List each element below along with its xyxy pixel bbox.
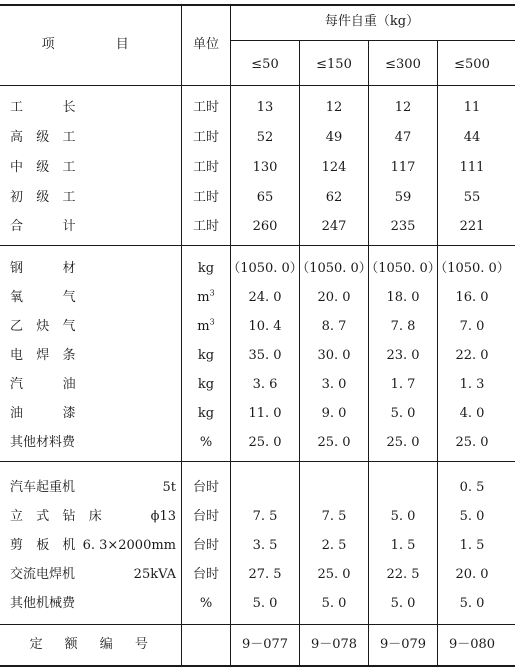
value-cell: 35. 0 [248, 348, 282, 363]
unit-cell: kg [197, 377, 215, 392]
table-bottom-rule [0, 665, 515, 667]
value-cell: 2. 5 [321, 538, 347, 553]
row-label: 油 漆 [10, 406, 81, 421]
unit-cell: % [199, 596, 213, 611]
row-label: 工 长 [10, 100, 81, 115]
column-divider [299, 41, 300, 665]
header-sub-rule [230, 40, 515, 41]
row-label: 交流电焊机 [10, 567, 76, 582]
value-cell: 260 [252, 219, 278, 234]
value-cell: （1050. 0） [434, 261, 510, 276]
value-cell: 7. 5 [252, 509, 278, 524]
header-weight-col: ≤50 [251, 57, 279, 72]
row-label: 氧 气 [10, 290, 81, 305]
value-cell: 22. 5 [386, 567, 420, 582]
value-cell: （1050. 0） [296, 261, 372, 276]
value-cell: 20. 0 [317, 290, 351, 305]
value-cell: 8. 7 [321, 319, 347, 334]
header-weight-group: 每件自重（kg） [324, 14, 420, 29]
row-label: 乙 炔 气 [10, 319, 81, 334]
value-cell: 25. 0 [386, 435, 420, 450]
unit-cell: 工时 [192, 100, 220, 115]
unit-cell: 台时 [192, 509, 220, 524]
value-cell: 25. 0 [317, 435, 351, 450]
value-cell: 1. 7 [390, 377, 416, 392]
quota-code: 9－078 [310, 637, 358, 652]
value-cell: 5. 0 [390, 596, 416, 611]
value-cell: 4. 0 [459, 406, 485, 421]
value-cell: 52 [256, 130, 274, 145]
value-cell: 247 [321, 219, 347, 234]
unit-cell: 工时 [192, 130, 220, 145]
value-cell: 5. 0 [390, 406, 416, 421]
value-cell: 5. 0 [252, 596, 278, 611]
row-label: 剪 板 机 [10, 538, 81, 553]
header-weight-col: ≤500 [454, 57, 490, 72]
value-cell: 25. 0 [317, 567, 351, 582]
value-cell: 24. 0 [248, 290, 282, 305]
value-cell: 13 [256, 100, 274, 115]
value-cell: 9. 0 [321, 406, 347, 421]
header-item: 项 目 [41, 37, 141, 52]
value-cell: （1050. 0） [227, 261, 303, 276]
header-weight-col: ≤300 [385, 57, 421, 72]
value-cell: 49 [325, 130, 343, 145]
value-cell: 5. 0 [459, 596, 485, 611]
row-label: 高 级 工 [10, 130, 81, 145]
value-cell: 7. 0 [459, 319, 485, 334]
spec-cell: 25kVA [133, 567, 176, 582]
value-cell: 12 [394, 100, 412, 115]
spec-cell: ϕ13 [150, 509, 176, 524]
value-cell: 221 [459, 219, 485, 234]
value-cell: 44 [463, 130, 481, 145]
row-label: 汽 油 [10, 377, 81, 392]
column-divider [181, 5, 182, 665]
value-cell: 55 [463, 190, 481, 205]
value-cell: 27. 5 [248, 567, 282, 582]
value-cell: 5. 0 [390, 509, 416, 524]
value-cell: 25. 0 [455, 435, 489, 450]
unit-cell: % [199, 435, 213, 450]
value-cell: 12 [325, 100, 343, 115]
row-label: 合 计 [10, 219, 81, 234]
column-divider [230, 5, 231, 665]
row-label: 钢 材 [10, 261, 81, 276]
table-top-rule [0, 4, 515, 6]
value-cell: 7. 8 [390, 319, 416, 334]
quota-code: 9－077 [241, 637, 289, 652]
value-cell: 1. 5 [390, 538, 416, 553]
value-cell: 47 [394, 130, 412, 145]
row-label: 其他材料费 [10, 435, 76, 450]
row-label: 汽车起重机 [10, 480, 76, 495]
value-cell: 3. 5 [252, 538, 278, 553]
quota-code: 9－079 [379, 637, 427, 652]
value-cell: 0. 5 [459, 480, 485, 495]
value-cell: 18. 0 [386, 290, 420, 305]
row-label: 初 级 工 [10, 190, 81, 205]
value-cell: 5. 0 [459, 509, 485, 524]
value-cell: 22. 0 [455, 348, 489, 363]
value-cell: 65 [256, 190, 274, 205]
row-label: 其他机械费 [10, 596, 76, 611]
value-cell: 1. 3 [459, 377, 485, 392]
value-cell: 3. 6 [252, 377, 278, 392]
spec-cell: 5t [162, 480, 176, 495]
value-cell: 235 [390, 219, 416, 234]
unit-cell: 台时 [192, 567, 220, 582]
column-divider [437, 41, 438, 665]
value-cell: 20. 0 [455, 567, 489, 582]
unit-cell: 台时 [192, 480, 220, 495]
value-cell: 23. 0 [386, 348, 420, 363]
unit-cell: 工时 [192, 190, 220, 205]
row-label: 立 式 钻 床 [10, 509, 107, 524]
value-cell: 130 [252, 160, 278, 175]
row-label: 电 焊 条 [10, 348, 81, 363]
column-divider [368, 41, 369, 665]
value-cell: 5. 0 [321, 596, 347, 611]
value-cell: 30. 0 [317, 348, 351, 363]
value-cell: 59 [394, 190, 412, 205]
footer-label: 定 额 编 号 [29, 637, 153, 652]
value-cell: 25. 0 [248, 435, 282, 450]
unit-cell: 台时 [192, 538, 220, 553]
header-weight-col: ≤150 [316, 57, 352, 72]
unit-cell: 工时 [192, 160, 220, 175]
value-cell: 111 [459, 160, 485, 175]
unit-cell: $m^3$ [197, 288, 215, 305]
value-cell: 10. 4 [248, 319, 282, 334]
unit-cell: kg [197, 348, 215, 363]
row-label: 中 级 工 [10, 160, 81, 175]
unit-cell: 工时 [192, 219, 220, 234]
value-cell: 1. 5 [459, 538, 485, 553]
value-cell: 124 [321, 160, 347, 175]
quota-code: 9－080 [448, 637, 496, 652]
header-unit: 单位 [192, 37, 220, 52]
value-cell: 3. 0 [321, 377, 347, 392]
value-cell: 62 [325, 190, 343, 205]
unit-cell: $m^3$ [197, 317, 215, 334]
value-cell: 117 [390, 160, 416, 175]
value-cell: 11. 0 [248, 406, 282, 421]
unit-cell: kg [197, 261, 215, 276]
value-cell: 11 [463, 100, 481, 115]
unit-cell: kg [197, 406, 215, 421]
value-cell: 7. 5 [321, 509, 347, 524]
value-cell: （1050. 0） [365, 261, 441, 276]
spec-cell: 6. 3×2000mm [82, 538, 176, 553]
value-cell: 16. 0 [455, 290, 489, 305]
